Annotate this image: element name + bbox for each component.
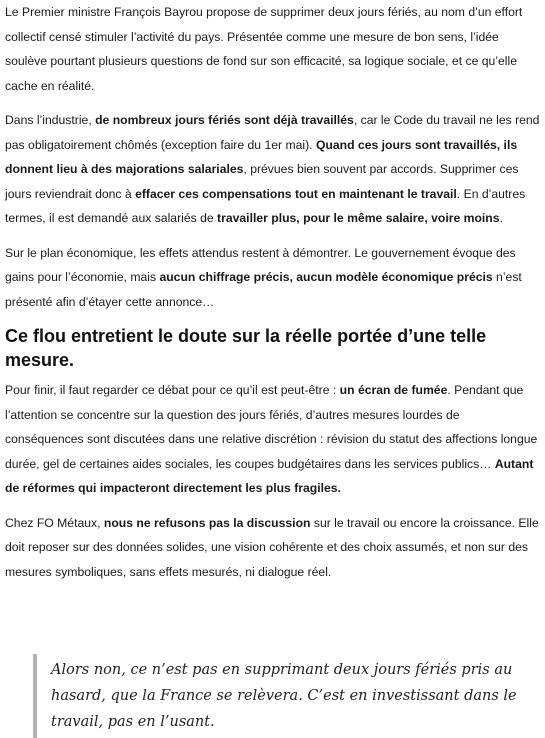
quote-container — [5, 594, 540, 738]
bold-run: travailler plus, pour le même salaire, voire moins — [217, 211, 500, 225]
text-run: Chez FO Métaux, — [5, 515, 104, 530]
text-run: Pour finir, il faut regarder ce débat pour ce qu’il est peut-être : — [5, 383, 340, 397]
bold-run: nous ne refusons pas la discussion — [103, 515, 311, 530]
text-run: sur le travail ou encore la croissance. Elle doit reposer sur des données solides, une vision cohérente et des choix assumés, et non sur des mesures symboliques, sans effets mesurés, ni dialogue réel. — [5, 515, 539, 579]
text-run: . Pendant que l’attention se concentre sur la question des jours fériés, d’autres mesures lourdes de conséquences sont discutées dans une relative discrétion : révision du statut des affections longue durée, gel de certaines aides sociales, les coupes budgétaires dans les services publics… — [5, 383, 538, 471]
text-run: , prévues bien souvent par accords. Supprimer ces jours reviendrait donc à — [5, 162, 519, 201]
text-run: Dans l’industrie, — [5, 113, 96, 127]
conclusion-paragraph — [5, 378, 540, 501]
intro-paragraph: Le Premier ministre François Bayrou propose de supprimer deux jours fériés, au nom d’un effort collectif censé stimuler l’activité du pays. Présentée comme une mesure de bon sens, l’idée soulève pourtant plusieurs questions de fond sur son efficacité, sa logique sociale, et ce qu’elle cache en réalité. — [5, 5, 523, 93]
bold-run: de nombreux jours fériés sont déjà travaillés — [95, 113, 354, 127]
text-run: Sur le plan économique, les effets attendus restent à démontrer. Le gouvernement évoque des gains pour l’économie, mais — [5, 245, 516, 284]
economic-paragraph — [5, 241, 540, 315]
text-run: n’est présenté afin d’étayer cette annonce… — [5, 270, 522, 309]
industry-paragraph — [5, 108, 540, 231]
bold-run: aucun chiffrage précis, aucun modèle économique précis — [159, 270, 493, 284]
pull-quote: Alors non, ce n’est pas en supprimant deux jours fériés pris au hasard, que la France se relèvera. C’est en investissant dans le travail, pas en l’usant. — [33, 654, 540, 738]
bold-run: un écran de fumée — [339, 383, 448, 397]
bold-run: Autant de réformes qui impacteront directement les plus fragiles. — [5, 456, 534, 495]
text-run: , car le Code du travail ne les rend pas obligatoirement chômés (exception faire du 1er mai). — [5, 113, 540, 152]
text-run: . En d’autres termes, il est demandé aux salariés de — [5, 186, 526, 225]
bold-run: effacer ces compensations tout en maintenant le travail — [135, 186, 457, 201]
section-heading: Ce flou entretient le doute sur la réelle portée d’une telle mesure. — [5, 326, 487, 370]
bold-run: Quand ces jours sont travaillés, ils donnent lieu à des majorations salariales — [5, 137, 518, 176]
text-run: . — [499, 211, 503, 225]
fo-metaux-paragraph — [5, 511, 540, 585]
